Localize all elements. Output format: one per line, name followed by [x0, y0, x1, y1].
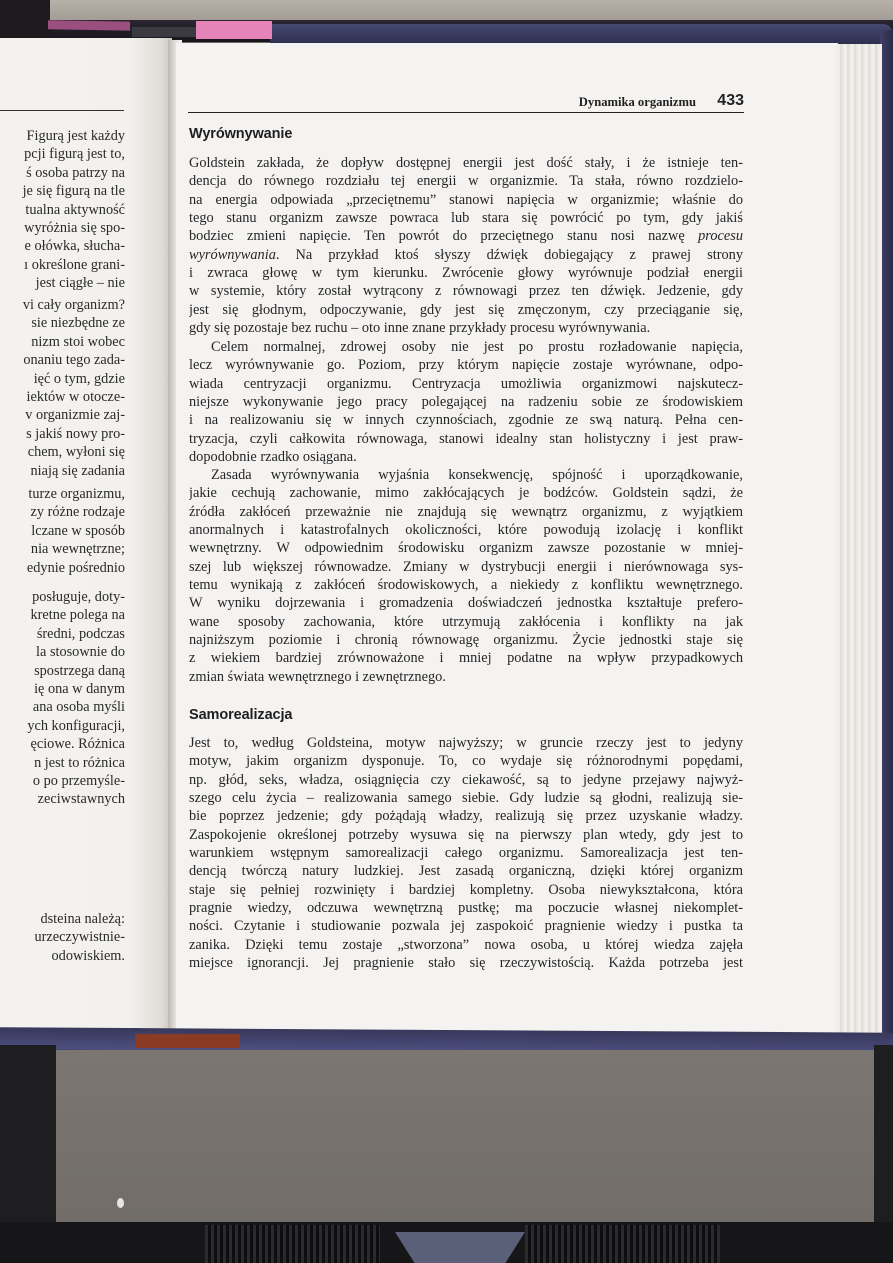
text-line: lecz wyrównywanie go. Poziom, przy którym napięcie zostaje wyrównane, odpo-	[189, 357, 743, 374]
text-line: na energia odpowiada „przeciętnemu” stanowi napięcia w organizmie; właśnie do	[189, 191, 743, 208]
text-line: odowiskiem.	[51, 947, 125, 964]
text-line: dsteina należą:	[40, 911, 125, 927]
paragraph-3	[189, 466, 743, 686]
text-line: z wiekiem bardziej zrównoważone i mniej podatne na wpływ przypadkowych	[189, 650, 743, 667]
text-line: la stosownie do	[36, 644, 125, 661]
text-line: ię ona w danym	[34, 681, 125, 698]
text-line: zmian świata wewnętrznego i zewnętrznego.	[189, 668, 446, 685]
section-heading-wyrownywanie: Wyrównywanie	[189, 126, 293, 142]
bookmark-ribbon-grey	[132, 27, 196, 37]
text-line: tego stanu organizm zawsze powraca lub stara się powrócić po tym, gdy jakiś	[189, 210, 743, 227]
text-line: staje się pełniej rozwinięty i bardziej kompletny. Osoba niewykształcona, która	[189, 881, 743, 898]
text-line: Figurą jest każdy	[26, 128, 125, 144]
text-line: wyrównywania. Na przykład ktoś słyszy dźwięk dobiegający z prawej strony	[189, 246, 743, 263]
text-line: szej lub większej równowadze. Zmiany w dystrybucji energii i nierównowaga sys-	[189, 558, 743, 575]
text-line: dencją twórczą natury ludzkiej. Jest zasadą organiczną, dzięki której organizm	[189, 863, 743, 880]
page-edges	[836, 44, 882, 1036]
text-line: zy różne rodzaje	[30, 504, 125, 521]
text-line: nizm stoi wobec	[31, 333, 125, 350]
text-line: ana osoba myśli	[32, 699, 125, 716]
text-line: np. głód, seks, władza, osiągnięcia czy ciekawość, są to jedyne przejawy najwyż-	[189, 771, 743, 788]
text-line: anormalnych i katastrofalnych okoliczności, które powodują izolację i konflikt	[189, 522, 743, 539]
text-line: zeciwstawnych	[37, 791, 125, 808]
scanner-vent-left	[205, 1225, 380, 1263]
text-line: Celem normalnej, zdrowej osoby nie jest po prostu rozładowanie napięcia,	[211, 339, 743, 355]
text-line: ęciowe. Różnica	[30, 736, 125, 753]
text-line: najniższym poziomie i chronią równowagę organizmu. Życie jednostki staje się	[189, 632, 743, 649]
text-line: je się figurą na tle	[22, 183, 125, 200]
text-line: wewnętrzny. W odpowiednim środowisku organizm zawsze pozostanie w mniej-	[189, 540, 743, 557]
text-line: tryzacja, czyli całkowita równowaga, stanowi idealny stan holistyczny i jest praw-	[189, 430, 743, 447]
text-line: miejsce ignorancji. Jej pragnienie stało się rzeczywistością. Każda potrzeba jest	[189, 955, 743, 972]
text-line: s jakiś nowy pro-	[26, 425, 125, 442]
text-line: pragnie wiedzy, odczuwa wewnętrzną pustkę; ma poczucie własnej niekomplet-	[189, 900, 743, 917]
scanner-spot	[117, 1198, 124, 1208]
paragraph-1	[189, 154, 743, 337]
text-line: spostrzega daną	[34, 662, 125, 679]
text-line: e ołówka, słucha-	[24, 238, 125, 255]
text-line: tualna aktywność	[25, 201, 125, 218]
text-line: jakie cechują zachowanie, mimo zakłócających je bodźców. Goldstein sądzi, że	[189, 485, 743, 502]
text-line: dencja do równego rozdziału tej energii w organizmie. Ta stała, równo rozdzielo-	[189, 173, 743, 190]
scanner-vent-right	[525, 1225, 720, 1263]
text-line: nia wewnętrzne;	[30, 541, 125, 558]
paragraph-2	[189, 338, 743, 466]
text-line: zanika. Dzięki temu zostaje „stworzona” nowa osoba, u której wiedza zajęła	[189, 936, 743, 953]
text-line: średni, podczas	[36, 625, 125, 642]
text-line: ı określone grani-	[24, 256, 125, 273]
text-line: wyróżnia się spo-	[24, 220, 125, 237]
text-line: chem, wyłoni się	[27, 444, 125, 461]
text-line: Goldstein zakłada, że dopływ dostępnej energii jest dość stały, i że istnieje ten-	[189, 155, 743, 171]
text-line: posługuje, doty-	[32, 589, 125, 605]
text-line: źródła zakłóceń przeważnie nie znajdują się wewnątrz organizmu, z wyjątkiem	[189, 503, 743, 520]
text-line: sie niezbędne ze	[31, 315, 125, 332]
text-line: temu wynikają z zakłóceń środowiskowych, a niekiedy z konfliktu wewnętrznego.	[189, 577, 743, 594]
text-line: Zaspokojenie określonej potrzeby wysuwa się na pierwszy plan wtedy, gdy jest to	[189, 826, 743, 843]
bookmark-ribbon-red	[135, 1034, 240, 1048]
text-line: jest się głodnym, odpoczywanie, gdy jest się zmęczonym, czy przeciąganie się,	[189, 301, 743, 318]
text-line: o po przemyśle-	[32, 773, 125, 790]
text-line: wiada centryzacji organizmu. Centryzacja umożliwia organizmowi najskutecz-	[189, 375, 743, 392]
text-line: Jest to, według Goldsteina, motyw najwyższy; w gruncie rzeczy jest to jedyny	[189, 735, 743, 751]
text-line: jest ciągłe – nie	[35, 275, 125, 292]
bookmark-ribbon-purple	[48, 20, 130, 30]
text-line: urzeczywistnie-	[34, 929, 125, 946]
text-line: dopodobnie rzadko osiągana.	[189, 449, 357, 466]
scanner-lid	[0, 0, 893, 22]
paragraph-4	[189, 734, 743, 972]
text-line: szego celu życia – realizowania samego siebie. Gdy ludzie są głodni, realizują sie-	[189, 790, 743, 807]
text-line: edynie pośrednio	[26, 559, 125, 576]
left-page-text-block-4	[0, 588, 125, 809]
scanner-bed	[56, 1050, 874, 1240]
left-page-text-block-2	[0, 296, 125, 480]
text-line: iektów w otocze-	[26, 389, 125, 406]
running-head-title: Dynamika organizmu	[578, 95, 696, 109]
text-line: pcji figurą jest to,	[24, 146, 125, 163]
left-page-text-block-5	[0, 910, 125, 965]
text-line: w systemie, który został wytrącony z równowagi przez ten dźwięk. Jedzenie, gdy	[189, 283, 743, 300]
text-line: Zasada wyrównywania wyjaśnia konsekwencję, spójność i uporządkowanie,	[211, 467, 743, 483]
text-line: onaniu tego zada-	[23, 352, 125, 369]
text-line: niejsze wykonywanie jego pracy polegającej na radzeniu sobie ze środowiskiem	[189, 394, 743, 411]
scanner-notch	[395, 1232, 525, 1263]
text-line: gdy się pozostaje bez ruchu – oto inne znane przykłady procesu wyrównywania.	[189, 320, 651, 337]
text-line: n jest to różnica	[34, 754, 125, 771]
scanner-frame-corner	[0, 0, 50, 42]
italic-term: procesu	[698, 228, 743, 245]
left-page-text-block-1	[0, 127, 125, 293]
text-line: v organizmie zaj-	[25, 407, 125, 424]
text-line: ności. Czytanie i studiowanie pozwala jej zaspokoić pragnienie wiedzy i pustka ta	[189, 918, 743, 935]
page-number: 433	[717, 92, 744, 109]
text-line: lczane w sposób	[31, 522, 125, 539]
text-line: i na realizowaniu się w innych czynnościach, zgodnie ze swą naturą. Pełna cen-	[189, 412, 743, 429]
running-head	[188, 93, 744, 113]
section-heading-samorealizacja: Samorealizacja	[189, 707, 293, 723]
italic-term: wyrównywania	[189, 246, 276, 263]
text-line: turze organizmu,	[28, 486, 125, 502]
bookmark-ribbon-pink	[196, 21, 272, 39]
left-page-text-block-3	[0, 485, 125, 577]
text-line: bodziec zmieni napięcie. Ten powrót do przeciętnego stanu nosi nazwę procesu	[189, 228, 743, 245]
text-line: i zwraca głowę w tym kierunku. Zwrócenie głowy wyrównuje podział energii	[189, 265, 743, 282]
text-line: bie poprzez jedzenie; gdy pożądają władzy, realizują się przez uzyskanie władzy.	[189, 808, 743, 825]
text-line: ięć o tym, gdzie	[33, 370, 125, 387]
left-running-head-rule	[0, 110, 124, 111]
text-line: vi cały organizm?	[22, 297, 125, 313]
text-line: niają się zadania	[30, 462, 125, 479]
text-line: ych konfiguracji,	[27, 717, 125, 734]
text-line: warunkiem wstępnym samorealizacji całego organizmu. Samorealizacja jest ten-	[189, 845, 743, 862]
text-line: W wyniku dojrzewania i gromadzenia doświadczeń jednostka kształtuje prefero-	[189, 595, 743, 612]
text-line: motyw, jakim organizm dysponuje. To, co wydaje się różnorodnymi popędami,	[189, 753, 743, 770]
text-line: wane sposoby zachowania, które utrzymują zakłócenia i konflikty na jak	[189, 613, 743, 630]
text-line: kretne polega na	[30, 607, 125, 624]
text-line: ś osoba patrzy na	[26, 164, 125, 181]
